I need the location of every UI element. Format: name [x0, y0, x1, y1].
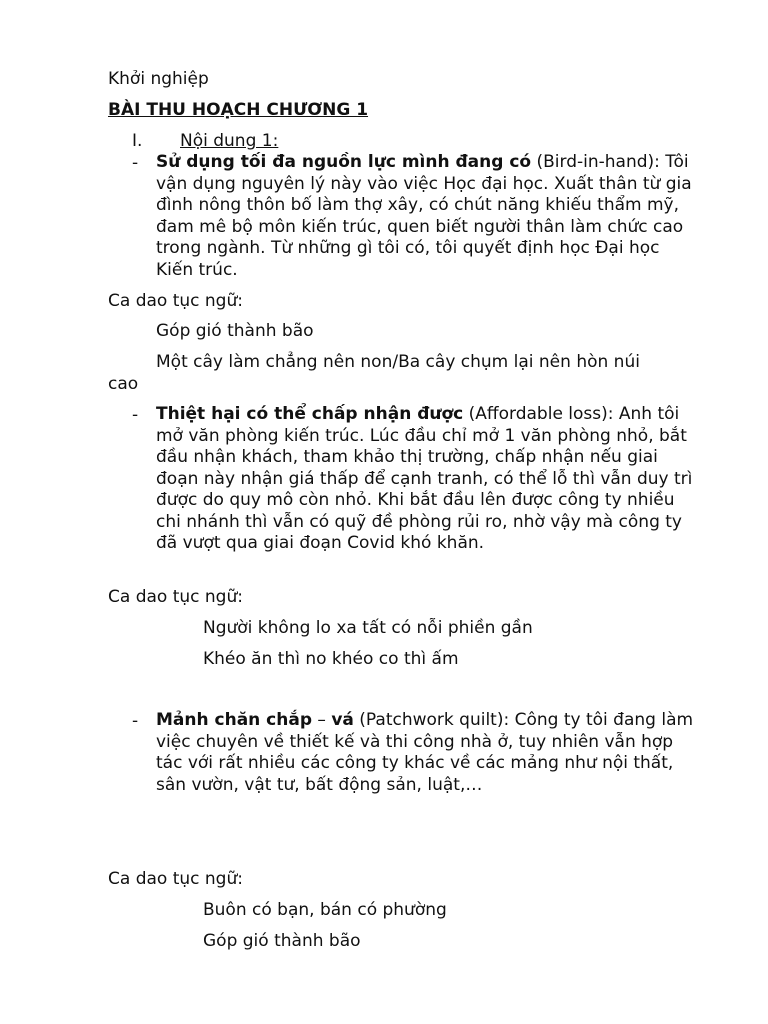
- bullet-item-3: [156, 710, 696, 796]
- bullet-dash-2: -: [132, 405, 139, 425]
- proverb-line: Góp gió thành bão: [156, 321, 314, 341]
- bullet-item-1-term: Sử dụng tối đa nguồn lực mình đang có: [156, 152, 532, 172]
- section-heading: Nội dung 1:: [180, 131, 279, 151]
- section-numeral: I.: [132, 131, 143, 151]
- proverbs-label-3: Ca dao tục ngữ:: [108, 869, 243, 889]
- bullet-item-3-term: Mảnh chăn chắp: [156, 710, 313, 730]
- bullet-item-2-term: Thiệt hại có thể chấp nhận được: [156, 404, 464, 424]
- bullet-item-3-text: (Patchwork quilt): Công ty tôi đang làm việc chuyên về thiết kế và thi công nhà ở, tuy nhiên vẫn hợp tác với rất nhiều các công ty khác về các mảng như nội thất, sân vườn, vật tư, bất động sản, luật,…: [156, 710, 694, 795]
- document-title: BÀI THU HOẠCH CHƯƠNG 1: [108, 100, 369, 120]
- proverbs-label-1: Ca dao tục ngữ:: [108, 291, 243, 311]
- proverb-line: Một cây làm chẳng nên non/Ba cây chụm lại nên hòn núi cao: [108, 352, 640, 394]
- bullet-dash-3: -: [132, 711, 139, 731]
- bullet-item-1-text: (Bird-in-hand): Tôi vận dụng nguyên lý này vào việc Học đại học. Xuất thân từ gia đình nông thôn bố làm thợ xây, có chút năng khiếu thẩm mỹ, đam mê bộ môn kiến trúc, quen biết người thân làm chức cao trong ngành. Từ những gì tôi có, tôi quyết định học Đại học Kiến trúc.: [156, 152, 692, 280]
- bullet-item-3-separator: –: [312, 710, 332, 730]
- proverb-line: Góp gió thành bão: [203, 931, 361, 951]
- bullet-dash-1: -: [132, 153, 139, 173]
- bullet-item-2-text: (Affordable loss): Anh tôi mở văn phòng kiến trúc. Lúc đầu chỉ mở 1 văn phòng nhỏ, bắt đầu nhận khách, tham khảo thị trường, chấp nhận nếu giai đoạn này nhận giá thấp để cạnh tranh, có thể lỗ thì vẫn duy trì được do quy mô còn nhỏ. Khi bắt đầu lên được công ty nhiều chi nhánh thì vẫn có quỹ đề phòng rủi ro, nhờ vậy mà công ty đã vượt qua giai đoạn Covid khó khăn.: [156, 404, 693, 553]
- proverb-line: Khéo ăn thì no khéo co thì ấm: [203, 649, 459, 669]
- proverb-line: Người không lo xa tất có nỗi phiền gần: [203, 618, 533, 638]
- proverb-line: Buôn có bạn, bán có phường: [203, 900, 447, 920]
- proverbs-label-2: Ca dao tục ngữ:: [108, 587, 243, 607]
- bullet-item-3-term-end: vá: [331, 710, 354, 730]
- header-text: Khởi nghiệp: [108, 69, 209, 89]
- bullet-item-1: [156, 152, 696, 281]
- bullet-item-2: [156, 404, 696, 555]
